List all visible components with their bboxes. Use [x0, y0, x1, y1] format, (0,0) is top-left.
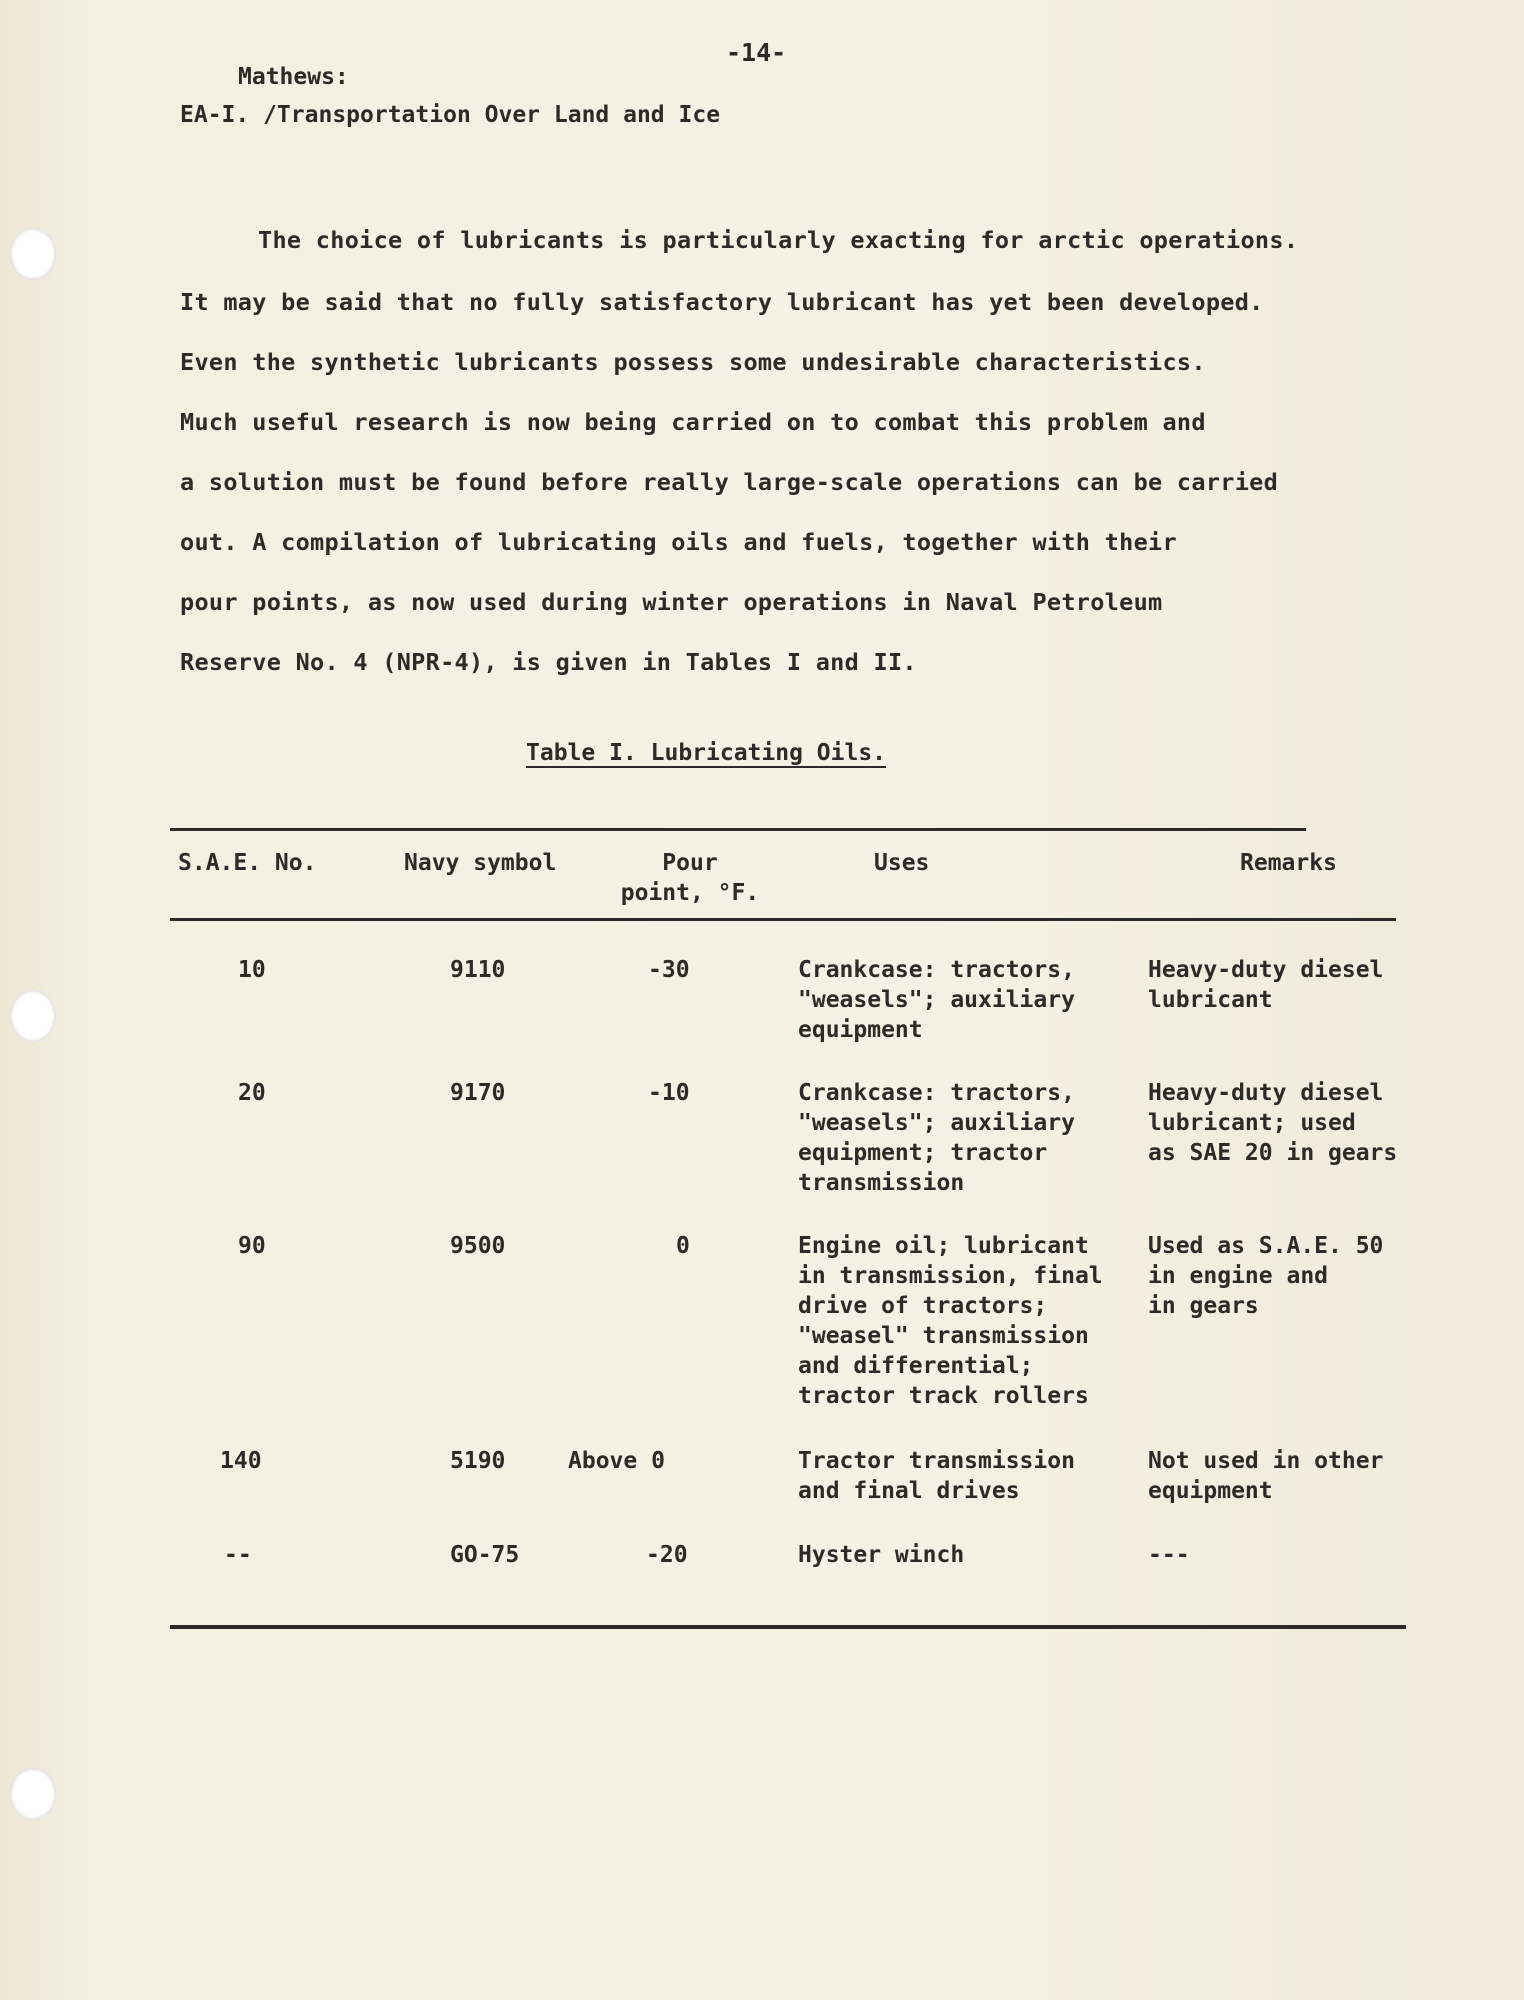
header-sae-no: S.A.E. No.	[178, 850, 317, 876]
table-title: Table I. Lubricating Oils.	[526, 740, 887, 766]
punch-hole	[10, 1768, 56, 1820]
cell-uses: Crankcase: tractors, "weasels"; auxiliary equipment; tractor transmission	[798, 1080, 1075, 1196]
cell-uses: Engine oil; lubricant in transmission, final drive of tractors; "weasel" transmission and differential; tractor track rollers	[798, 1233, 1103, 1409]
header-pour-point: Pour point, °F.	[620, 850, 760, 906]
paragraph-line: Reserve No. 4 (NPR-4), is given in Tables I and II.	[180, 648, 917, 676]
cell-sae: 20	[238, 1080, 266, 1106]
cell-pour-point: -10	[648, 1080, 690, 1106]
cell-pour-point: -20	[646, 1542, 688, 1568]
paragraph-line: a solution must be found before really large-scale operations can be carried	[180, 468, 1279, 496]
punch-hole	[10, 990, 56, 1042]
cell-navy-symbol: 9110	[450, 957, 506, 983]
cell-pour-point: 0	[676, 1233, 690, 1259]
cell-navy-symbol: GO-75	[450, 1542, 520, 1568]
cell-remarks: ---	[1148, 1542, 1190, 1568]
table-top-rule	[170, 828, 1306, 831]
cell-pour-point: Above 0	[568, 1448, 665, 1474]
cell-remarks: Heavy-duty diesel lubricant; used as SAE 20 in gears	[1148, 1080, 1398, 1166]
punch-hole	[10, 228, 56, 280]
cell-navy-symbol: 9500	[450, 1233, 506, 1259]
table-header-rule	[170, 918, 1396, 921]
cell-sae: 140	[220, 1448, 262, 1474]
cell-sae: 90	[238, 1233, 266, 1259]
header-uses: Uses	[874, 850, 930, 876]
cell-navy-symbol: 9170	[450, 1080, 506, 1106]
paragraph-line: Much useful research is now being carried on to combat this problem and	[180, 408, 1206, 436]
author-name: Mathews:	[238, 64, 349, 90]
paragraph-line: out. A compilation of lubricating oils and fuels, together with their	[180, 528, 1177, 556]
cell-uses: Crankcase: tractors, "weasels"; auxiliary equipment	[798, 957, 1075, 1043]
paragraph-line: pour points, as now used during winter operations in Naval Petroleum	[180, 588, 1163, 616]
section-heading: EA-I. /Transportation Over Land and Ice	[180, 102, 721, 128]
cell-uses: Tractor transmission and final drives	[798, 1448, 1075, 1504]
cell-uses: Hyster winch	[798, 1542, 965, 1568]
cell-sae: --	[224, 1542, 252, 1568]
paragraph-line: It may be said that no fully satisfactory lubricant has yet been developed.	[180, 288, 1264, 316]
cell-sae: 10	[238, 957, 266, 983]
table-bottom-rule	[170, 1625, 1406, 1629]
cell-remarks: Heavy-duty diesel lubricant	[1148, 957, 1384, 1013]
paragraph-line: The choice of lubricants is particularly exacting for arctic operations.	[258, 226, 1299, 254]
cell-remarks: Not used in other equipment	[1148, 1448, 1384, 1504]
header-remarks: Remarks	[1240, 850, 1337, 876]
cell-remarks: Used as S.A.E. 50 in engine and in gears	[1148, 1233, 1384, 1319]
cell-pour-point: -30	[648, 957, 690, 983]
header-navy-symbol: Navy symbol	[404, 850, 557, 876]
page-number: -14-	[726, 38, 787, 67]
paragraph-line: Even the synthetic lubricants possess some undesirable characteristics.	[180, 348, 1206, 376]
cell-navy-symbol: 5190	[450, 1448, 506, 1474]
